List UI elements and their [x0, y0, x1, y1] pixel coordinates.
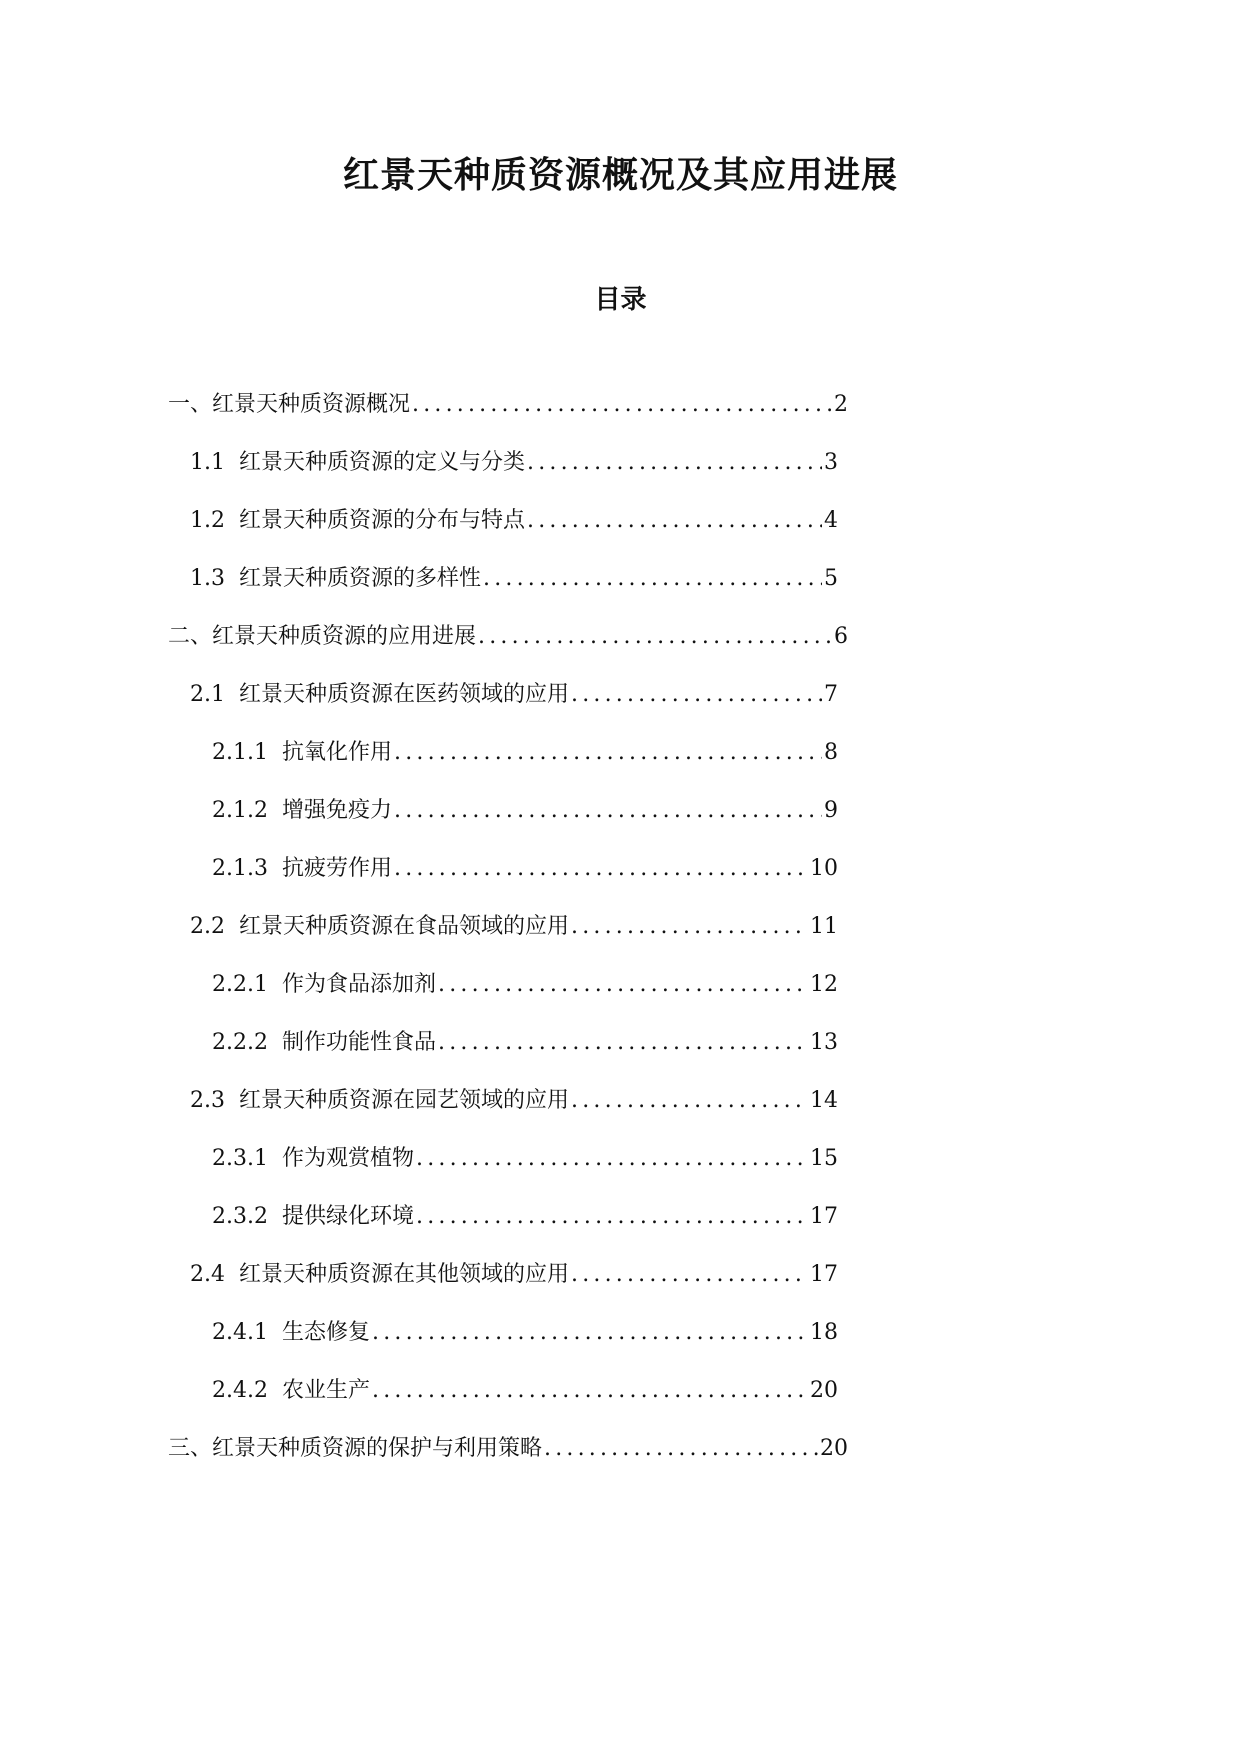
- toc-entry-page-number: 3: [824, 450, 838, 475]
- toc-entry-page-number: 20: [810, 1378, 838, 1403]
- toc-entry-number: 2.3.2: [212, 1204, 268, 1229]
- toc-entry-page-number: 11: [810, 914, 838, 939]
- toc-entry-title: 三、红景天种质资源的保护与利用策略: [168, 1436, 543, 1461]
- toc-entry[interactable]: [190, 1081, 838, 1121]
- toc-entry[interactable]: [212, 1371, 838, 1411]
- toc-dot-leader: [394, 791, 822, 831]
- toc-entry[interactable]: [212, 791, 838, 831]
- toc-entry[interactable]: [212, 1313, 838, 1353]
- toc-entry-title: 作为食品添加剂: [281, 972, 436, 997]
- toc-entry-number: 2.2: [190, 914, 225, 939]
- toc-entry[interactable]: [168, 1429, 848, 1469]
- toc-entry-page-number: 15: [810, 1146, 838, 1171]
- toc-dot-leader: [527, 443, 822, 483]
- toc-entry-page-number: 14: [810, 1088, 838, 1113]
- toc-entry[interactable]: [168, 617, 848, 657]
- toc-entry-number: 2.1.2: [212, 798, 268, 823]
- toc-dot-leader: [412, 385, 832, 425]
- toc-entry-title: 红景天种质资源的多样性: [239, 566, 482, 591]
- toc-entry-title: 抗疲劳作用: [281, 856, 392, 881]
- toc-entry-number: 2.2.2: [212, 1030, 268, 1055]
- toc-entry-title: 红景天种质资源在其他领域的应用: [239, 1262, 570, 1287]
- toc-entry[interactable]: [168, 385, 848, 425]
- toc-entry[interactable]: [190, 559, 838, 599]
- toc-dot-leader: [571, 675, 822, 715]
- toc-entry-page-number: 5: [824, 566, 838, 591]
- toc-heading: 目录: [594, 285, 647, 315]
- toc-entry-title: 红景天种质资源在食品领域的应用: [239, 914, 570, 939]
- toc-entry-title: 作为观赏植物: [281, 1146, 414, 1171]
- toc-dot-leader: [544, 1429, 818, 1469]
- toc-dot-leader: [394, 733, 822, 773]
- toc-entry-number: 2.3.1: [212, 1146, 268, 1171]
- toc-entry[interactable]: [190, 443, 838, 483]
- toc-dot-leader: [571, 1255, 808, 1295]
- toc-entry-number: 2.1: [190, 682, 225, 707]
- toc-entry[interactable]: [190, 1255, 838, 1295]
- toc-entry-title: 制作功能性食品: [281, 1030, 436, 1055]
- toc-dot-leader: [416, 1197, 808, 1237]
- toc-entry-page-number: 20: [820, 1436, 848, 1461]
- toc-entry-number: 2.1.1: [212, 740, 268, 765]
- toc-entry-page-number: 17: [810, 1204, 838, 1229]
- toc-entry-page-number: 9: [824, 798, 838, 823]
- toc-entry-page-number: 6: [834, 624, 848, 649]
- toc-entry-title: 生态修复: [281, 1320, 370, 1345]
- toc-entry-title: 增强免疫力: [281, 798, 392, 823]
- toc-entry-number: 2.4.1: [212, 1320, 268, 1345]
- toc-entry[interactable]: [212, 1139, 838, 1179]
- toc-entry[interactable]: [212, 965, 838, 1005]
- toc-entry-number: 1.2: [190, 508, 225, 533]
- toc-entry-number: 2.4: [190, 1262, 225, 1287]
- toc-entry-page-number: 17: [810, 1262, 838, 1287]
- toc-dot-leader: [394, 849, 808, 889]
- toc-dot-leader: [438, 965, 808, 1005]
- toc-entry-number: 1.3: [190, 566, 225, 591]
- toc-dot-leader: [478, 617, 832, 657]
- toc-entry-page-number: 12: [810, 972, 838, 997]
- toc-entry-number: 1.1: [190, 450, 225, 475]
- toc-entry-title: 二、红景天种质资源的应用进展: [168, 624, 477, 649]
- toc-entry[interactable]: [190, 675, 838, 715]
- toc-entry[interactable]: [190, 907, 838, 947]
- toc-entry-page-number: 8: [824, 740, 838, 765]
- toc-dot-leader: [372, 1371, 808, 1411]
- toc-entry-title: 提供绿化环境: [281, 1204, 414, 1229]
- toc-dot-leader: [483, 559, 822, 599]
- toc-entry-number: 2.3: [190, 1088, 225, 1113]
- toc-dot-leader: [571, 907, 808, 947]
- toc-entry[interactable]: [190, 501, 838, 541]
- toc-entry[interactable]: [212, 1023, 838, 1063]
- toc-dot-leader: [438, 1023, 808, 1063]
- document-title: 红景天种质资源概况及其应用进展: [342, 154, 898, 196]
- toc-dot-leader: [372, 1313, 808, 1353]
- toc-entry-page-number: 4: [824, 508, 838, 533]
- toc-entry-page-number: 18: [810, 1320, 838, 1345]
- toc-entry-title: 农业生产: [281, 1378, 370, 1403]
- toc-entry-title: 红景天种质资源的分布与特点: [239, 508, 526, 533]
- toc-entry-page-number: 10: [810, 856, 838, 881]
- toc-entry-title: 一、红景天种质资源概况: [168, 392, 411, 417]
- toc-dot-leader: [527, 501, 822, 541]
- toc-entry[interactable]: [212, 1197, 838, 1237]
- toc-dot-leader: [416, 1139, 808, 1179]
- toc-entry-title: 红景天种质资源在医药领域的应用: [239, 682, 570, 707]
- toc-entry-number: 2.2.1: [212, 972, 268, 997]
- toc-dot-leader: [571, 1081, 808, 1121]
- toc-entry-page-number: 7: [824, 682, 838, 707]
- toc-entry-title: 红景天种质资源的定义与分类: [239, 450, 526, 475]
- toc-entry-title: 抗氧化作用: [281, 740, 392, 765]
- toc-entry[interactable]: [212, 733, 838, 773]
- toc-entry[interactable]: [212, 849, 838, 889]
- toc-entry-page-number: 13: [810, 1030, 838, 1055]
- toc-entry-page-number: 2: [834, 392, 848, 417]
- toc-entry-title: 红景天种质资源在园艺领域的应用: [239, 1088, 570, 1113]
- toc-entry-number: 2.1.3: [212, 856, 268, 881]
- toc-entry-number: 2.4.2: [212, 1378, 268, 1403]
